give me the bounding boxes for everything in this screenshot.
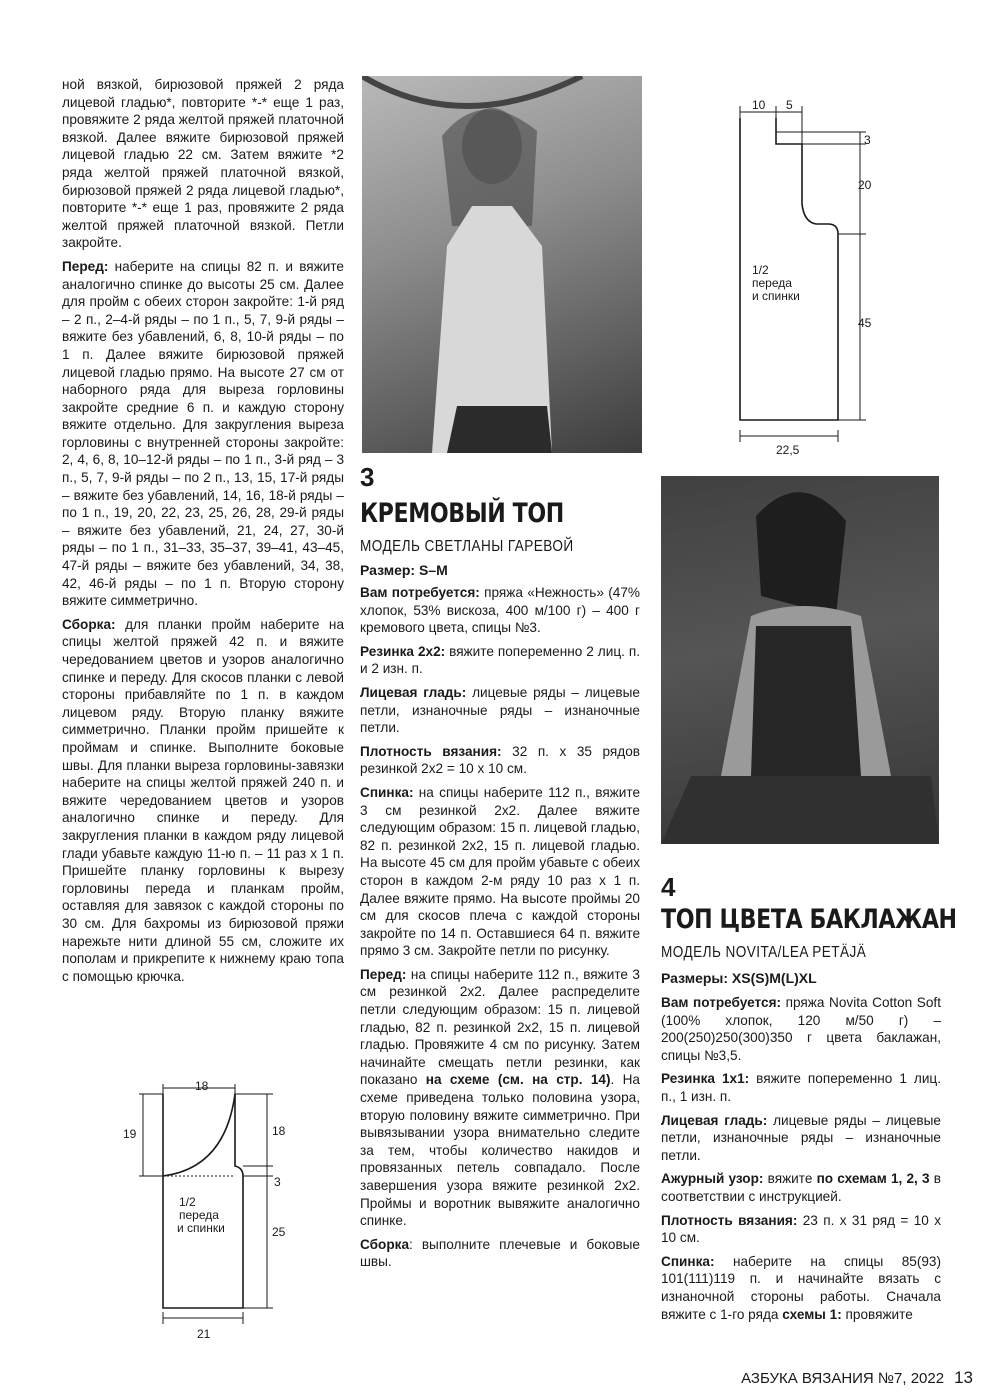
diagram-label-1: 1/2 [179,1195,196,1209]
model-3-size: Размер: S–M [360,562,448,578]
paragraph-lace: Ажурный узор: вяжите по схемам 1, 2, 3 в соответствии с инструкцией. [661,1171,942,1204]
dim-height-left: 19 [123,1127,137,1141]
page-number: 13 [954,1368,973,1387]
column-2 [360,584,640,1277]
magazine-title: АЗБУКА ВЯЗАНИЯ №7, 2022 [741,1370,945,1387]
photo-eggplant-top-silhouette [661,476,939,844]
model-4-size: Размеры: XS(S)M(L)XL [661,970,817,986]
dim-height-shoulder: 3 [864,133,871,147]
pattern-diagram-2 [726,94,886,456]
paragraph-rib: Резинка 2х2: вяжите попеременно 2 лиц. п. и 2 изн. п. [360,643,640,677]
dim-width-bottom: 22,5 [776,443,800,456]
paragraph-back-end: ной вязкой, бирюзовой пряжей 2 ряда лицевой гладью*, повторите *-* еще 1 раз, провяжите 2 ряда желтой пряжей платочной вязкой. Далее вяжите бирюзовой пряжей лицевой гладью 22 см. Затем вяжите *2 ряда желтой пряжей платочной вязкой, бирюзовой пряжей 2 ряда лицевой гладью*, повторите *-* еще 1 раз, провяжите 2 ряда желтой пряжей платочной вязкой. Петли закройте. [62,77,344,251]
paragraph-stockinette: Лицевая гладь: лицевые ряды – лицевые петли, изнаночные ряды – изнаночные петли. [661,1112,941,1163]
model-3-number: 3 [360,462,375,492]
photo-cream-top [362,76,642,453]
dim-height-armhole: 18 [272,1124,286,1138]
dim-height-body: 25 [272,1225,286,1239]
model-3-designer: МОДЕЛЬ СВЕТЛАНЫ ГАРЕВОЙ [360,538,574,555]
paragraph-density: Плотность вязания: 32 п. х 35 рядов резинкой 2х2 = 10 х 10 см. [360,743,641,777]
diagram-label-2: переда [752,276,792,290]
model-3-title: КРЕМОВЫЙ ТОП [360,498,564,529]
model-4-number: 4 [661,872,676,902]
column-3 [661,994,941,1329]
dim-width-1: 10 [752,98,766,112]
model-4-title: ТОП ЦВЕТА БАКЛАЖАН [661,904,957,935]
diagram-label-3: и спинки [177,1221,225,1235]
dim-width-top: 18 [195,1079,209,1093]
dim-width-bottom: 21 [197,1327,211,1338]
paragraph-assembly: Сборка: выполните плечевые и боковые швы. [360,1236,640,1270]
diagram-label-2: переда [179,1208,219,1222]
pattern-diagram-1 [115,1076,315,1338]
paragraph-rib: Резинка 1х1: вяжите попеременно 1 лиц. п., 1 изн. п. [661,1071,941,1104]
diagram-label-3: и спинки [752,289,800,303]
photo-cream-top-silhouette [362,76,642,453]
diagram-label-1: 1/2 [752,263,769,277]
model-4-designer: МОДЕЛЬ NOVITA/LEA PETÄJÄ [661,944,867,961]
photo-eggplant-top [661,476,939,844]
dim-height-armhole: 20 [858,178,872,192]
page-footer [741,1368,973,1388]
paragraph-front: Перед: на спицы наберите 112 п., вяжите 3 см резинкой 2х2. Далее распределите петли следующим образом: 15 п. лицевой гладью, 82 п. резинкой 2х2, 15 п. лицевой гладью. Провяжите 4 см по рисунку. Затем начинайте смещать петли резинки, как показано на схеме (см. на стр. 14). На схеме приведена только половина узора, вторую половину вяжите симметрично. При вывязывании узора внимательно следите за тем, чтобы количество накидов и провязанных петель совпадало. После завершения узора вяжите резинкой 2х2. Проймы и воротник вывяжите аналогично спинке. [360,966,640,1229]
dim-height-body: 45 [858,316,872,330]
dim-height-small: 3 [274,1175,281,1189]
paragraph-assembly: Сборка: для планки пройм наберите на спицы желтой пряжей 42 п. и вяжите чередованием цветов и узоров аналогично спинке и переду. Для скосов планки с левой стороны прибавляйте по 1 п. в каждом лицевом ряду. Вторую планку вяжите симметрично. Планки пройм пришейте к проймам и спинке. Выполните боковые швы. Для планки выреза горловины-завязки наберите на спицы желтой пряжей 240 п. и вяжите чередованием цветов и узоров аналогично спинке и переду. Для закругления планки в каждом ряду лицевой глади убавьте каждую 11-ю п. – 11 раз x 1 п. Пришейте планку горловины к вырезу горловины переда и планкам пройм, оставляя для завязок с каждой стороны по 30 см. Для бахромы из бирюзовой пряжи нарежьте нити длиной 55 см, сложите их пополам и прикрепите к нижнему краю топа с помощью крючка. [62,616,344,984]
paragraph-materials: Вам потребуется: пряжа «Нежность» (47% хлопок, 53% вискоза, 400 м/100 г) – 400 г кремового цвета, спицы №3. [360,585,640,636]
paragraph-stockinette: Лицевая гладь: лицевые ряды – лицевые петли, изнаночные ряды – изнаночные петли. [360,684,640,736]
paragraph-density: Плотность вязания: 23 п. х 31 ряд = 10 х 10 см. [661,1212,941,1246]
column-1 [62,76,344,991]
paragraph-front: Перед: наберите на спицы 82 п. и вяжите аналогично спинке до высоты 25 см. Далее для пройм с обеих сторон закройте: 1-й ряд – 2 п., 2–4-й ряды – по 1 п., 5, 7, 9-й ряды – вяжите без убавлений, 6, 8, 10-й ряды – по 1 п. Далее вяжите бирюзовой пряжей лицевой гладью прямо. На высоте 27 см от наборного ряда для выреза горловины закройте средние 6 п. и каждую сторону вяжите отдельно. Для закругления выреза горловины с внутренней стороны закройте: 2, 4, 6, 8, 10–12-й ряды – по 1 п., 3-й ряд – 3 п., 5, 7, 9-й ряды – по 2 п., 13, 15, 17-й ряды – вяжите без убавлений, 14, 16, 18-й ряды – по 1 п., 19, 20, 22, 23, 25, 26, 28, 29-й ряды – вяжите без убавлений, 21, 24, 27, 30-й ряды – по 1 п., 31–33, 35–37, 39–41, 43–45, 47-й ряды – вяжите без убавлений, 34, 38, 42, 46-й ряды – по 1 п. Вторую сторону вяжите симметрично. [62,258,344,609]
paragraph-back: Спинка: наберите на спицы 85(93) 101(111)119 п. и начинайте вязать с изнаночной стороны работы. Сначала вяжите с 1-го ряда схемы 1: провяжите [661,1253,941,1322]
dim-width-2: 5 [786,98,793,112]
paragraph-materials: Вам потребуется: пряжа Novita Cotton Soft (100% хлопок, 120 м/50 г) – 200(250)250(300)350 г цвета баклажан, спицы №3,5. [661,995,941,1063]
paragraph-back: Спинка: на спицы наберите 112 п., вяжите 3 см резинкой 2х2. Далее вяжите следующим образом: 15 п. лицевой гладью, 82 п. резинкой 2х2, 15 п. лицевой гладью. На высоте 45 см для пройм убавьте с обеих сторон в каждом 2-м ряду 10 раз х 1 п. Далее вяжите прямо. На высоте проймы 20 см для скосов плеча с каждой стороны закройте по 14 п. Оставшиеся 64 п. вяжите прямо 3 см. Закройте петли по рисунку. [360,784,640,959]
